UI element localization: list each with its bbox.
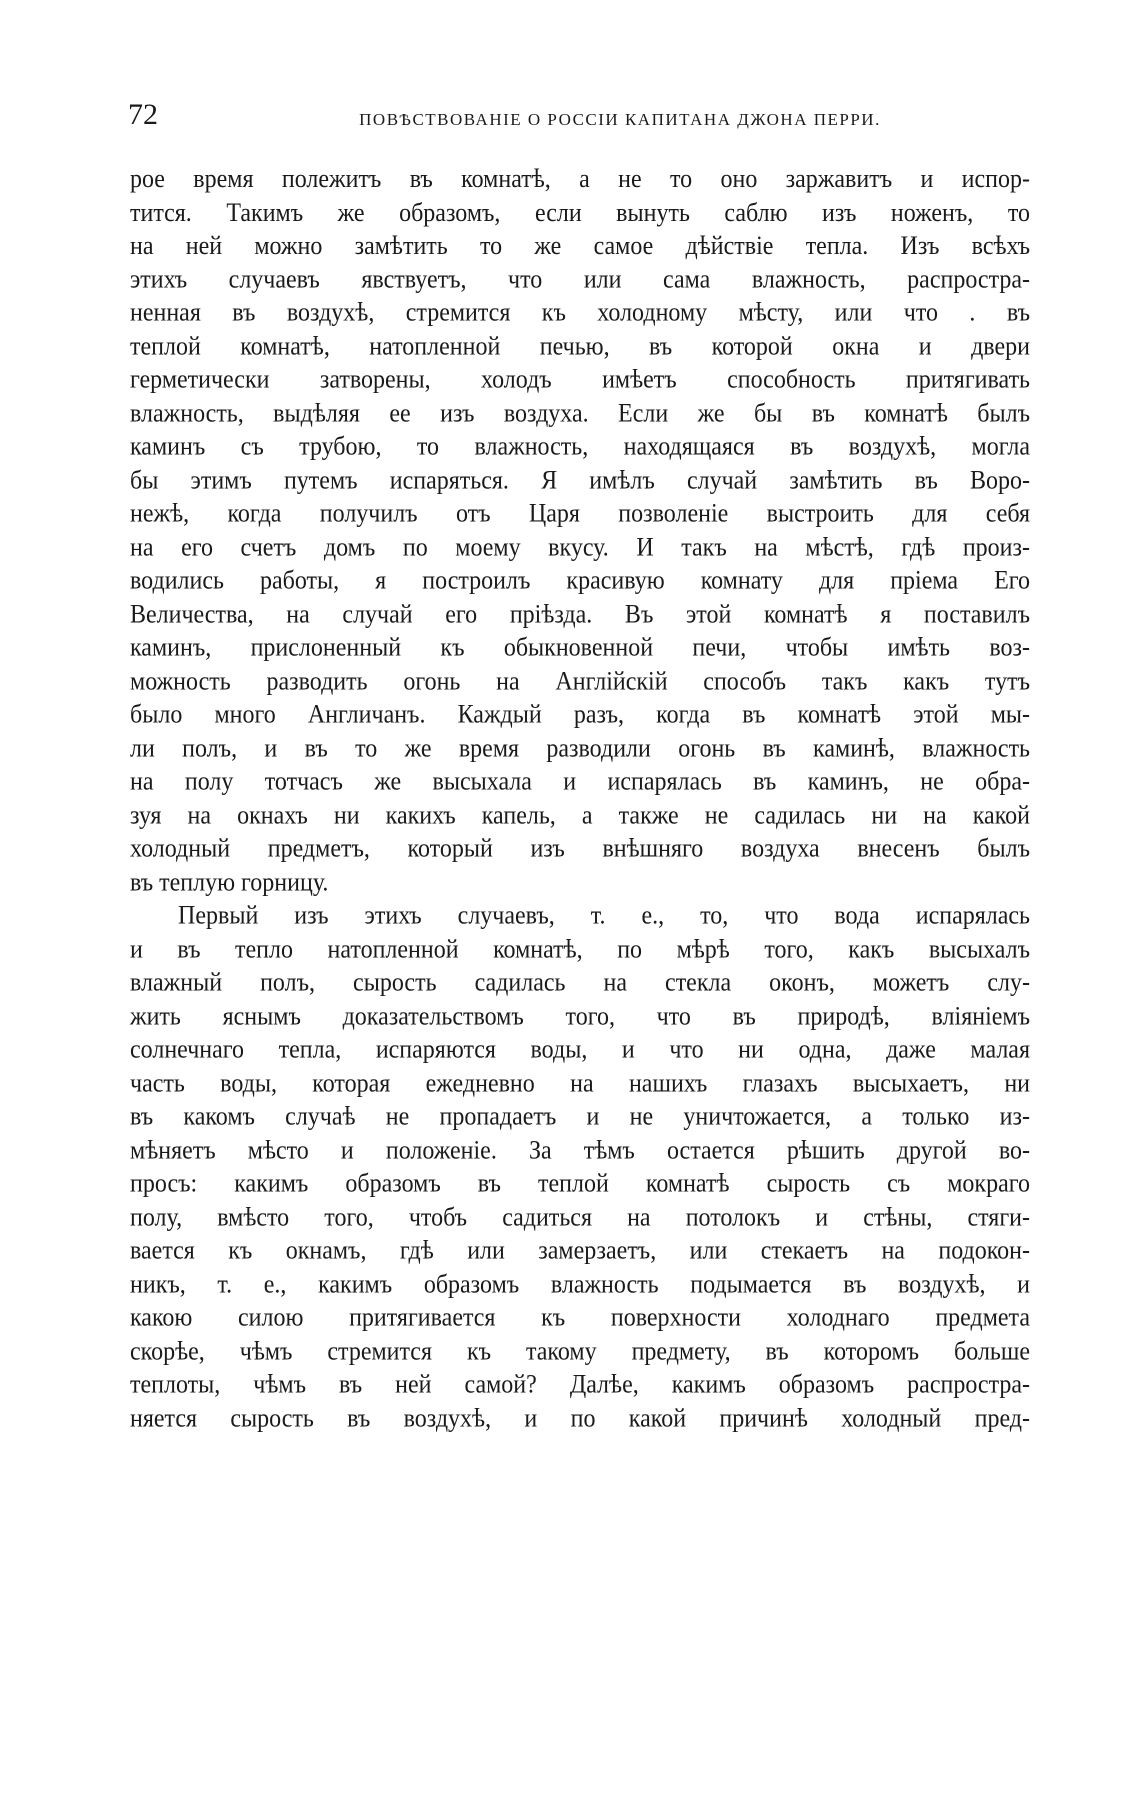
text-line: водились работы, я построилъ красивую комнату для пріема Его bbox=[130, 566, 1030, 596]
text-line: влажность, выдѣляя ее изъ воздуха. Если же бы въ комнатѣ былъ bbox=[130, 398, 1030, 428]
text-line: мѣняетъ мѣсто и положеніе. За тѣмъ остается рѣшить другой во- bbox=[130, 1135, 1030, 1165]
text-line: и въ тепло натопленной комнатѣ, по мѣрѣ того, какъ высыхалъ bbox=[130, 934, 1030, 964]
text-line: часть воды, которая ежедневно на нашихъ глазахъ высыхаетъ, ни bbox=[130, 1068, 1030, 1098]
text-line: можность разводить огонь на Англійскій способъ такъ какъ тутъ bbox=[130, 666, 1030, 696]
text-line: тится. Такимъ же образомъ, если вынуть саблю изъ ноженъ, то bbox=[130, 197, 1030, 227]
text-line: герметически затворены, холодъ имѣетъ способность притягивать bbox=[130, 365, 1030, 395]
text-line: этихъ случаевъ явствуетъ, что или сама влажность, распростра- bbox=[130, 264, 1030, 294]
text-line: никъ, т. е., какимъ образомъ влажность подымается въ воздухѣ, и bbox=[130, 1269, 1030, 1299]
text-line: на его счетъ домъ по моему вкусу. И такъ на мѣстѣ, гдѣ произ- bbox=[130, 532, 1030, 562]
text-line: на полу тотчасъ же высыхала и испарялась въ каминъ, не обра- bbox=[130, 767, 1030, 797]
text-line: холодный предметъ, который изъ внѣшняго воздуха внесенъ былъ bbox=[130, 834, 1030, 864]
text-line: жить яснымъ доказательствомъ того, что въ природѣ, вліяніемъ bbox=[130, 1001, 1030, 1031]
text-line: солнечнаго тепла, испаряются воды, и что ни одна, даже малая bbox=[130, 1035, 1030, 1065]
text-line: бы этимъ путемъ испаряться. Я имѣлъ случай замѣтить въ Воро- bbox=[130, 465, 1030, 495]
text-line: влажный полъ, сырость садилась на стекла оконъ, можетъ слу- bbox=[130, 968, 1030, 998]
text-line: на ней можно замѣтить то же самое дѣйствіе тепла. Изъ всѣхъ bbox=[130, 231, 1030, 261]
text-line: просъ: какимъ образомъ въ теплой комнатѣ сырость съ мокраго bbox=[130, 1169, 1030, 1199]
text-line: ненная въ воздухѣ, стремится къ холодному мѣсту, или что . въ bbox=[130, 298, 1030, 328]
text-line: рое время полежитъ въ комнатѣ, а не то оно заржавитъ и испор- bbox=[130, 164, 1030, 194]
text-line: вается къ окнамъ, гдѣ или замерзаетъ, или стекаетъ на подокон- bbox=[130, 1236, 1030, 1266]
text-line: въ теплую горницу. bbox=[130, 867, 329, 897]
page-number: 72 bbox=[128, 98, 158, 131]
text-line: какою силою притягивается къ поверхности холоднаго предмета bbox=[130, 1303, 1030, 1333]
text-line: каминъ, прислоненный къ обыкновенной печи, чтобы имѣть воз- bbox=[130, 633, 1030, 663]
text-line: Первый изъ этихъ случаевъ, т. е., то, что вода испарялась bbox=[178, 901, 1030, 931]
text-line: теплой комнатѣ, натопленной печью, въ которой окна и двери bbox=[130, 331, 1030, 361]
text-line: Величества, на случай его пріѣзда. Въ этой комнатѣ я поставилъ bbox=[130, 599, 1030, 629]
text-line: полу, вмѣсто того, чтобъ садиться на потолокъ и стѣны, стяги- bbox=[130, 1202, 1030, 1232]
text-line: теплоты, чѣмъ въ ней самой? Далѣе, какимъ образомъ распростра- bbox=[130, 1370, 1030, 1400]
text-line: няется сырость въ воздухѣ, и по какой причинѣ холодный пред- bbox=[130, 1403, 1030, 1433]
text-line: скорѣе, чѣмъ стремится къ такому предмету, въ которомъ больше bbox=[130, 1336, 1030, 1366]
running-head: ПОВѢСТВОВАНІЕ О РОССІИ КАПИТАНА ДЖОНА ПЕРРИ. bbox=[359, 110, 881, 129]
text-line: зуя на окнахъ ни какихъ капель, а также не садилась ни на какой bbox=[130, 800, 1030, 830]
text-line: въ какомъ случаѣ не пропадаетъ и не уничтожается, а только из- bbox=[130, 1102, 1030, 1132]
text-line: каминъ съ трубою, то влажность, находящаяся въ воздухѣ, могла bbox=[130, 432, 1030, 462]
text-line: ли полъ, и въ то же время разводили огонь въ каминѣ, влажность bbox=[130, 733, 1030, 763]
text-line: нежѣ, когда получилъ отъ Царя позволеніе выстроить для себя bbox=[130, 499, 1030, 529]
body-text bbox=[130, 163, 1030, 1436]
text-line: было много Англичанъ. Каждый разъ, когда въ комнатѣ этой мы- bbox=[130, 700, 1030, 730]
